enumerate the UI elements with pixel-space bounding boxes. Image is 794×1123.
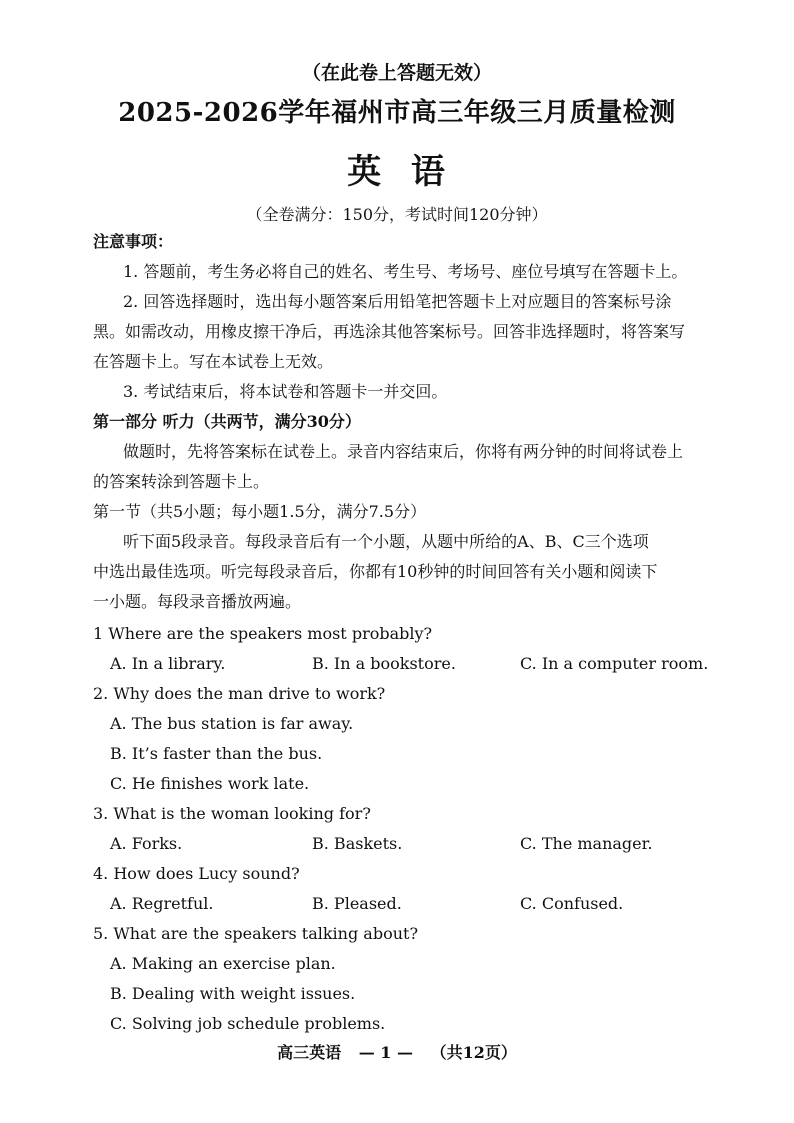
invalid-notice: （在此卷上答题无效）: [301, 62, 492, 84]
section1-line-2: 中选出最佳选项。听完每段录音后，你都有10秒钟的时间回答有关小题和阅读下: [93, 562, 658, 581]
question-5-stem: 5. What are the speakers talking about?: [93, 924, 419, 943]
question-2-option-c: C. He finishes work late.: [110, 774, 310, 793]
footer-subject: 高三英语: [277, 1043, 342, 1062]
question-2-stem: 2. Why does the man drive to work?: [93, 684, 386, 703]
section1-heading: 第一节（共5小题；每小题1.5分，满分7.5分）: [93, 502, 427, 521]
question-3-option-c: C. The manager.: [520, 834, 653, 853]
notice-item-2-line-1: 2. 回答选择题时，选出每小题答案后用铅笔把答题卡上对应题目的答案标号涂: [123, 292, 672, 311]
notice-item-2-line-3: 在答题卡上。写在本试卷上无效。: [93, 352, 334, 371]
page-footer: [0, 1040, 794, 1063]
section1-line-3: 一小题。每段录音播放两遍。: [93, 592, 302, 611]
question-5-option-b: B. Dealing with weight issues.: [110, 984, 356, 1003]
notice-item-3: 3. 考试结束后，将本试卷和答题卡一并交回。: [123, 382, 448, 401]
footer-page-number: — 1 —: [358, 1043, 413, 1062]
question-4-option-c: C. Confused.: [520, 894, 624, 913]
question-2-option-b: B. It’s faster than the bus.: [110, 744, 323, 763]
footer-total-pages: （共12页）: [430, 1043, 517, 1062]
question-1-option-b: B. In a bookstore.: [312, 654, 456, 673]
question-2-option-a: A. The bus station is far away.: [110, 714, 354, 733]
part1-heading: 第一部分 听力（共两节，满分30分）: [93, 412, 361, 431]
notice-heading: 注意事项：: [93, 232, 174, 251]
question-1-option-a: A. In a library.: [110, 654, 226, 673]
question-3-option-a: A. Forks.: [110, 834, 183, 853]
question-1-stem: 1 Where are the speakers most probably?: [93, 624, 433, 643]
notice-item-1: 1. 答题前，考生务必将自己的姓名、考生号、考场号、座位号填写在答题卡上。: [123, 262, 688, 281]
notice-item-2-line-2: 黑。如需改动，用橡皮擦干净后，再选涂其他答案标号。回答非选择题时，将答案写: [93, 322, 686, 341]
question-4-option-b: B. Pleased.: [312, 894, 402, 913]
part1-intro-line-1: 做题时，先将答案标在试卷上。录音内容结束后，你将有两分钟的时间将试卷上: [123, 442, 684, 461]
part1-intro-line-2: 的答案转涂到答题卡上。: [93, 472, 270, 491]
subject-title: 英 语: [347, 152, 447, 192]
question-4-option-a: A. Regretful.: [110, 894, 214, 913]
exam-title: 2025-2026学年福州市高三年级三月质量检测: [118, 98, 676, 128]
question-4-stem: 4. How does Lucy sound?: [93, 864, 300, 883]
question-5-option-a: A. Making an exercise plan.: [110, 954, 336, 973]
section1-line-1: 听下面5段录音。每段录音后有一个小题，从题中所给的A、B、C三个选项: [123, 532, 649, 551]
question-5-option-c: C. Solving job schedule problems.: [110, 1014, 386, 1033]
question-3-option-b: B. Baskets.: [312, 834, 403, 853]
question-3-stem: 3. What is the woman looking for?: [93, 804, 371, 823]
question-1-option-c: C. In a computer room.: [520, 654, 709, 673]
score-info: （全卷满分：150分，考试时间120分钟）: [246, 205, 548, 224]
